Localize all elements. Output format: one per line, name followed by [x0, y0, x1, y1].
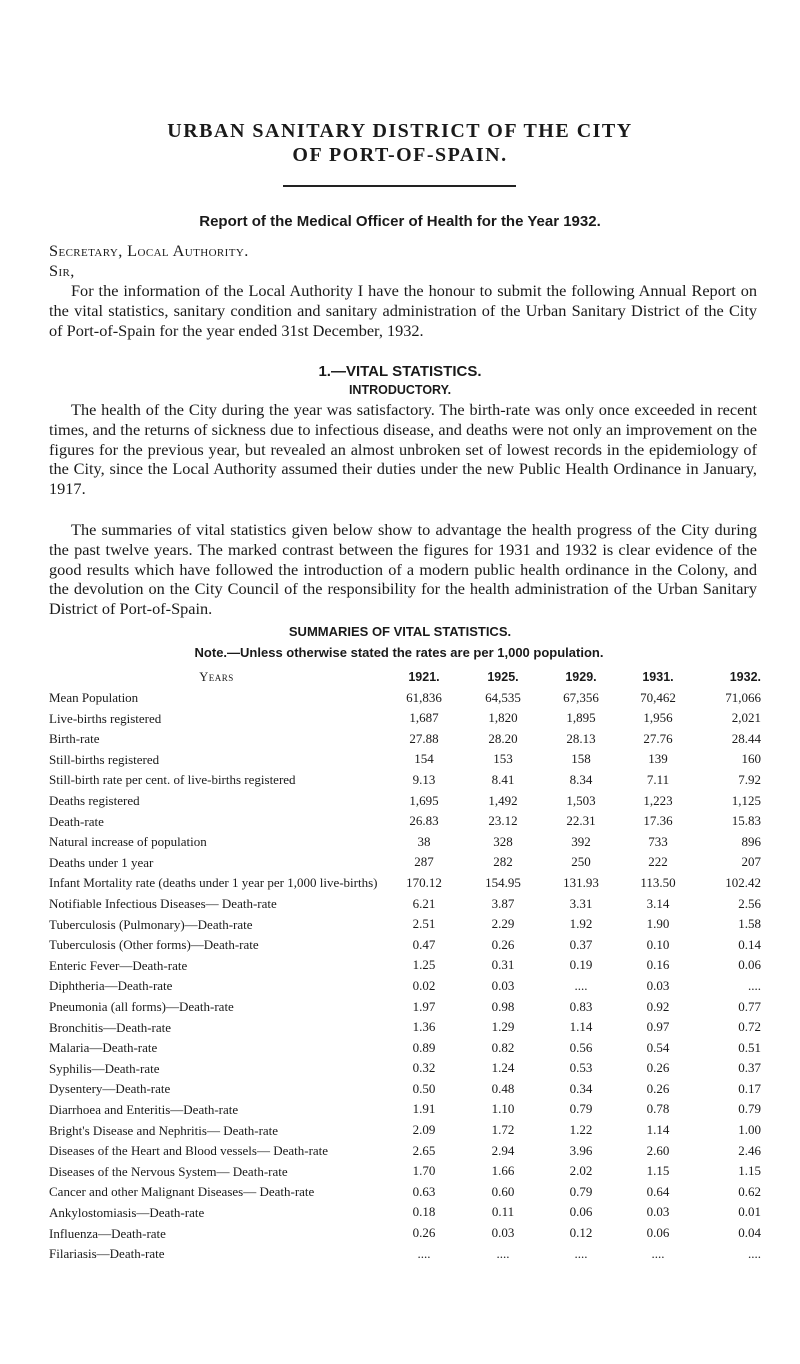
- table-cell: 0.72: [738, 1019, 761, 1035]
- table-cell: 0.79: [569, 1183, 593, 1199]
- table-cell: 282: [493, 854, 513, 870]
- table-row: [49, 890, 761, 911]
- table-cell: 15.83: [731, 813, 761, 829]
- table-cell: 139: [648, 751, 668, 767]
- row-label: [49, 1034, 384, 1055]
- table-cell: 0.10: [646, 936, 670, 952]
- table-cell: 0.26: [412, 1225, 436, 1241]
- table-cell: 1,125: [731, 792, 761, 808]
- table-cell: 1.22: [569, 1122, 593, 1138]
- district-title: URBAN SANITARY DISTRICT OF THE CITY: [167, 120, 633, 142]
- table-row: [49, 746, 761, 767]
- table-cell: 0.03: [491, 1225, 515, 1241]
- row-label-text: Deaths under 1 year: [49, 854, 154, 870]
- table-cell: 0.37: [738, 1060, 761, 1076]
- table-row: [49, 828, 761, 849]
- table-cell: 1.70: [412, 1163, 436, 1179]
- table-cell: 0.56: [569, 1039, 593, 1055]
- salutation: Sir,: [49, 261, 75, 280]
- table-cell: ....: [574, 1245, 588, 1261]
- table-cell: 1,695: [409, 792, 439, 808]
- table-cell: 23.12: [488, 813, 518, 829]
- row-label-text: Ankylostomiasis—Death-rate: [49, 1204, 205, 1220]
- table-cell: 0.77: [738, 998, 761, 1014]
- row-label-text: Enteric Fever—Death-rate: [49, 957, 188, 973]
- table-cell: 250: [571, 854, 591, 870]
- table-cell: 0.01: [738, 1204, 761, 1220]
- row-label-text: Natural increase of population: [49, 834, 207, 850]
- table-cell: 131.93: [563, 874, 599, 890]
- table-cell: 0.64: [646, 1183, 670, 1199]
- row-label: [49, 911, 384, 932]
- table-cell: 1.72: [491, 1122, 515, 1138]
- table-cell: 28.13: [566, 730, 596, 746]
- table-cell: 71,066: [725, 689, 761, 705]
- table-cell: 170.12: [406, 874, 442, 890]
- row-label-text: Birth-rate: [49, 731, 100, 747]
- table-cell: 1.36: [412, 1019, 436, 1035]
- table-cell: 154.95: [485, 874, 521, 890]
- table-cell: 1.58: [738, 916, 761, 932]
- table-cell: 8.41: [491, 771, 515, 787]
- row-label-text: Tuberculosis (Other forms)—Death-rate: [49, 937, 259, 953]
- table-cell: 3.96: [569, 1142, 593, 1158]
- row-label-text: Influenza—Death-rate: [49, 1225, 166, 1241]
- table-cell: 2.56: [738, 895, 761, 911]
- table-cell: 0.04: [738, 1225, 761, 1241]
- table-cell: 1,223: [643, 792, 673, 808]
- table-cell: 0.53: [569, 1060, 593, 1076]
- table-row: [49, 1055, 761, 1076]
- table-cell: ....: [748, 977, 761, 993]
- city-title: OF PORT-OF-SPAIN.: [292, 144, 508, 166]
- table-cell: 7.92: [738, 771, 761, 787]
- table-cell: 0.83: [569, 998, 593, 1014]
- table-cell: 0.63: [412, 1183, 436, 1199]
- row-label: [49, 1075, 384, 1096]
- row-label: [49, 1014, 384, 1035]
- table-cell: 28.20: [488, 730, 518, 746]
- row-label: [49, 1055, 384, 1076]
- table-cell: 0.14: [738, 936, 761, 952]
- row-label-text: Cancer and other Malignant Diseases— Death-rate: [49, 1184, 315, 1200]
- table-cell: 0.06: [569, 1204, 593, 1220]
- table-cell: 896: [741, 833, 761, 849]
- row-label-text: Deaths registered: [49, 793, 140, 809]
- table-cell: 1,503: [566, 792, 596, 808]
- table-cell: ....: [574, 977, 588, 993]
- table-cell: 733: [648, 833, 668, 849]
- table-row: [49, 869, 761, 890]
- row-label: [49, 849, 384, 870]
- table-row: [49, 972, 761, 993]
- row-label-text: Infant Mortality rate (deaths under 1 year per 1,000 live-births): [49, 875, 378, 891]
- table-cell: 1,956: [643, 710, 673, 726]
- table-cell: 0.62: [738, 1183, 761, 1199]
- table-cell: 0.34: [569, 1080, 593, 1096]
- row-label-text: Tuberculosis (Pulmonary)—Death-rate: [49, 916, 253, 932]
- table-cell: 2,021: [731, 710, 761, 726]
- table-cell: 102.42: [725, 874, 761, 890]
- table-row: [49, 1137, 761, 1158]
- row-label: [49, 684, 384, 705]
- table-cell: 0.79: [738, 1101, 761, 1117]
- column-header: 1929.: [565, 670, 597, 684]
- table-cell: 0.12: [569, 1225, 593, 1241]
- table-cell: 392: [571, 833, 591, 849]
- table-cell: 0.51: [738, 1039, 761, 1055]
- row-label-text: Notifiable Infectious Diseases— Death-rate: [49, 896, 277, 912]
- table-cell: 113.50: [640, 874, 676, 890]
- table-row: [49, 808, 761, 829]
- row-label: [49, 1096, 384, 1117]
- table-cell: 0.82: [491, 1039, 515, 1055]
- table-row: [49, 1034, 761, 1055]
- table-cell: 70,462: [640, 689, 676, 705]
- table-cell: 1,820: [488, 710, 518, 726]
- table-row: [49, 1178, 761, 1199]
- table-cell: 0.18: [412, 1204, 436, 1220]
- row-label: [49, 787, 384, 808]
- table-cell: ....: [651, 1245, 665, 1261]
- row-label: [49, 746, 384, 767]
- row-label: [49, 705, 384, 726]
- table-cell: 153: [493, 751, 513, 767]
- row-label-text: Diphtheria—Death-rate: [49, 978, 173, 994]
- table-cell: 1.15: [738, 1163, 761, 1179]
- row-label-text: Malaria—Death-rate: [49, 1040, 158, 1056]
- row-label-text: Bright's Disease and Nephritis— Death-rate: [49, 1122, 279, 1138]
- table-cell: 0.17: [738, 1080, 761, 1096]
- section-subheading: INTRODUCTORY.: [348, 383, 452, 397]
- table-cell: 1.29: [491, 1019, 515, 1035]
- table-cell: 0.02: [412, 977, 436, 993]
- table-row: [49, 1014, 761, 1035]
- table-header-row: [49, 666, 761, 684]
- table-cell: 328: [493, 833, 513, 849]
- row-label-text: Live-births registered: [49, 710, 162, 726]
- table-cell: 64,535: [485, 689, 521, 705]
- table-row: [49, 684, 761, 705]
- table-cell: 0.06: [646, 1225, 670, 1241]
- table-row: [49, 1158, 761, 1179]
- table-cell: 1.14: [646, 1122, 670, 1138]
- table-cell: 0.03: [646, 977, 670, 993]
- column-header: 1925.: [487, 670, 519, 684]
- row-label-text: Dysentery—Death-rate: [49, 1081, 171, 1097]
- table-cell: 0.79: [569, 1101, 593, 1117]
- table-cell: 1.91: [412, 1101, 436, 1117]
- summaries-note: Note.—Unless otherwise stated the rates are per 1,000 population.: [194, 645, 604, 660]
- table-cell: 0.97: [646, 1019, 670, 1035]
- table-cell: 1.97: [412, 998, 436, 1014]
- table-cell: 0.50: [412, 1080, 436, 1096]
- row-label-text: Diseases of the Heart and Blood vessels— Death-rate: [49, 1143, 329, 1159]
- table-cell: 2.60: [646, 1142, 670, 1158]
- table-cell: 0.32: [412, 1060, 436, 1076]
- table-cell: 160: [741, 751, 761, 767]
- table-cell: 17.36: [643, 813, 673, 829]
- table-cell: 7.11: [646, 771, 670, 787]
- table-cell: 154: [414, 751, 434, 767]
- table-row: [49, 1096, 761, 1117]
- table-cell: 0.19: [569, 957, 593, 973]
- table-cell: 0.48: [491, 1080, 515, 1096]
- table-cell: 1.14: [569, 1019, 593, 1035]
- table-row: [49, 1075, 761, 1096]
- row-label-text: Mean Population: [49, 690, 139, 706]
- table-cell: 28.44: [731, 730, 761, 746]
- column-header: 1921.: [408, 670, 440, 684]
- table-cell: 9.13: [412, 771, 436, 787]
- table-cell: 207: [741, 854, 761, 870]
- row-label: [49, 890, 384, 911]
- row-label: [49, 1178, 384, 1199]
- table-cell: 3.31: [569, 895, 593, 911]
- table-cell: 27.76: [643, 730, 673, 746]
- table-cell: 1.15: [646, 1163, 670, 1179]
- table-cell: 0.54: [646, 1039, 670, 1055]
- table-cell: 22.31: [566, 813, 596, 829]
- table-cell: 1.66: [491, 1163, 515, 1179]
- row-label: [49, 1158, 384, 1179]
- table-row: [49, 1240, 761, 1261]
- table-row: [49, 766, 761, 787]
- row-label: [49, 1199, 384, 1220]
- table-cell: 67,356: [563, 689, 599, 705]
- row-label-text: Diarrhoea and Enteritis—Death-rate: [49, 1101, 239, 1117]
- report-title: Report of the Medical Officer of Health for the Year 1932.: [199, 213, 601, 230]
- column-header: 1932.: [729, 670, 761, 684]
- table-cell: 2.51: [412, 916, 436, 932]
- table-cell: 2.29: [491, 916, 515, 932]
- table-cell: 0.11: [491, 1204, 515, 1220]
- row-label: [49, 808, 384, 829]
- row-label: [49, 1116, 384, 1137]
- table-cell: 0.03: [491, 977, 515, 993]
- table-row: [49, 1199, 761, 1220]
- table-cell: 222: [648, 854, 668, 870]
- table-row: [49, 911, 761, 932]
- table-cell: ....: [748, 1245, 761, 1261]
- table-cell: ....: [417, 1245, 431, 1261]
- table-cell: 38: [417, 833, 431, 849]
- table-cell: 0.26: [646, 1060, 670, 1076]
- table-row: [49, 1219, 761, 1240]
- table-cell: 2.46: [738, 1142, 761, 1158]
- table-cell: 1.00: [738, 1122, 761, 1138]
- opening-paragraph: For the information of the Local Authority I have the honour to submit the following Annual Report on the vital statistics, sanitary condition and sanitary administration of the Urban Sanitary District of the City of Port-of-Spain for the year ended 31st December, 1932.: [49, 281, 757, 340]
- table-cell: 0.03: [646, 1204, 670, 1220]
- table-cell: 1.92: [569, 916, 593, 932]
- title-rule: [283, 185, 516, 187]
- table-cell: 0.37: [569, 936, 593, 952]
- table-cell: 0.98: [491, 998, 515, 1014]
- table-row: [49, 931, 761, 952]
- table-cell: 0.06: [738, 957, 761, 973]
- vital-statistics-table: [49, 666, 761, 1261]
- table-cell: 0.31: [491, 957, 515, 973]
- table-cell: 61,836: [406, 689, 442, 705]
- table-cell: 2.65: [412, 1142, 436, 1158]
- table-cell: 0.47: [412, 936, 436, 952]
- table-cell: 6.21: [412, 895, 436, 911]
- table-cell: 2.02: [569, 1163, 593, 1179]
- table-row: [49, 1116, 761, 1137]
- table-cell: 1,687: [409, 710, 439, 726]
- intro-paragraph-2: The summaries of vital statistics given below show to advantage the health progress of the City during the past twelve years. The marked contrast between the figures for 1931 and 1932 is clear evidence of the good results which have followed the introduction of a modern public health ordinance in the Colony, and the devolution on the City Council of the responsibility for the health administration of the Urban Sanitary District of Port-of-Spain.: [49, 520, 757, 619]
- table-cell: 27.88: [409, 730, 439, 746]
- row-label-text: Filariasis—Death-rate: [49, 1246, 165, 1262]
- table-cell: 0.60: [491, 1183, 515, 1199]
- table-cell: 1.10: [491, 1101, 515, 1117]
- column-header: Years: [199, 670, 234, 684]
- row-label-text: Pneumonia (all forms)—Death-rate: [49, 999, 234, 1014]
- table-row: [49, 725, 761, 746]
- row-label-text: Still-births registered: [49, 751, 160, 767]
- table-cell: 0.89: [412, 1039, 436, 1055]
- table-cell: 2.94: [491, 1142, 515, 1158]
- table-cell: 0.16: [646, 957, 670, 973]
- row-label-text: Death-rate: [49, 813, 104, 829]
- row-label: [49, 766, 384, 787]
- table-cell: 3.87: [491, 895, 515, 911]
- row-label: [49, 931, 384, 952]
- row-label: [49, 972, 384, 993]
- table-row: [49, 952, 761, 973]
- table-row: [49, 705, 761, 726]
- table-row: [49, 993, 761, 1014]
- column-header: 1931.: [642, 670, 674, 684]
- row-label: [49, 869, 384, 890]
- row-label: [49, 1240, 384, 1261]
- table-cell: 0.26: [646, 1080, 670, 1096]
- row-label: [49, 828, 384, 849]
- row-label-text: Still-birth rate per cent. of live-births registered: [49, 772, 296, 788]
- row-label-text: Syphilis—Death-rate: [49, 1060, 160, 1076]
- table-row: [49, 849, 761, 870]
- addressee: Secretary, Local Authority.: [49, 241, 249, 260]
- row-label: [49, 952, 384, 973]
- table-cell: 1.24: [491, 1060, 515, 1076]
- table-cell: 3.14: [646, 895, 670, 911]
- row-label: [49, 725, 384, 746]
- intro-paragraph-1: The health of the City during the year was satisfactory. The birth-rate was only once exceeded in recent times, and the returns of sickness due to infectious disease, and deaths were not only an improvement on the figures for the previous year, but revealed an almost unbroken set of lowest records in the epidemiology of the City, since the Local Authority assumed their duties under the new Public Health Ordinance in January, 1917.: [49, 400, 757, 499]
- table-cell: 2.09: [412, 1122, 436, 1138]
- row-label-text: Bronchitis—Death-rate: [49, 1019, 172, 1035]
- summaries-heading: SUMMARIES OF VITAL STATISTICS.: [288, 624, 512, 639]
- table-cell: 0.26: [491, 936, 515, 952]
- table-cell: 8.34: [569, 771, 593, 787]
- table-cell: 0.92: [646, 998, 670, 1014]
- section-heading: 1.—VITAL STATISTICS.: [318, 363, 482, 380]
- table-cell: 1.90: [646, 916, 670, 932]
- table-cell: 1.25: [412, 957, 436, 973]
- table-cell: 26.83: [409, 813, 439, 829]
- table-cell: 0.78: [646, 1101, 670, 1117]
- table-cell: 1,895: [566, 710, 596, 726]
- row-label: [49, 993, 384, 1014]
- table-row: [49, 787, 761, 808]
- row-label-text: Diseases of the Nervous System— Death-rate: [49, 1163, 288, 1179]
- row-label: [49, 1219, 384, 1240]
- table-cell: ....: [496, 1245, 510, 1261]
- table-cell: 1,492: [488, 792, 518, 808]
- table-cell: 287: [414, 854, 434, 870]
- table-cell: 158: [571, 751, 591, 767]
- row-label: [49, 1137, 384, 1158]
